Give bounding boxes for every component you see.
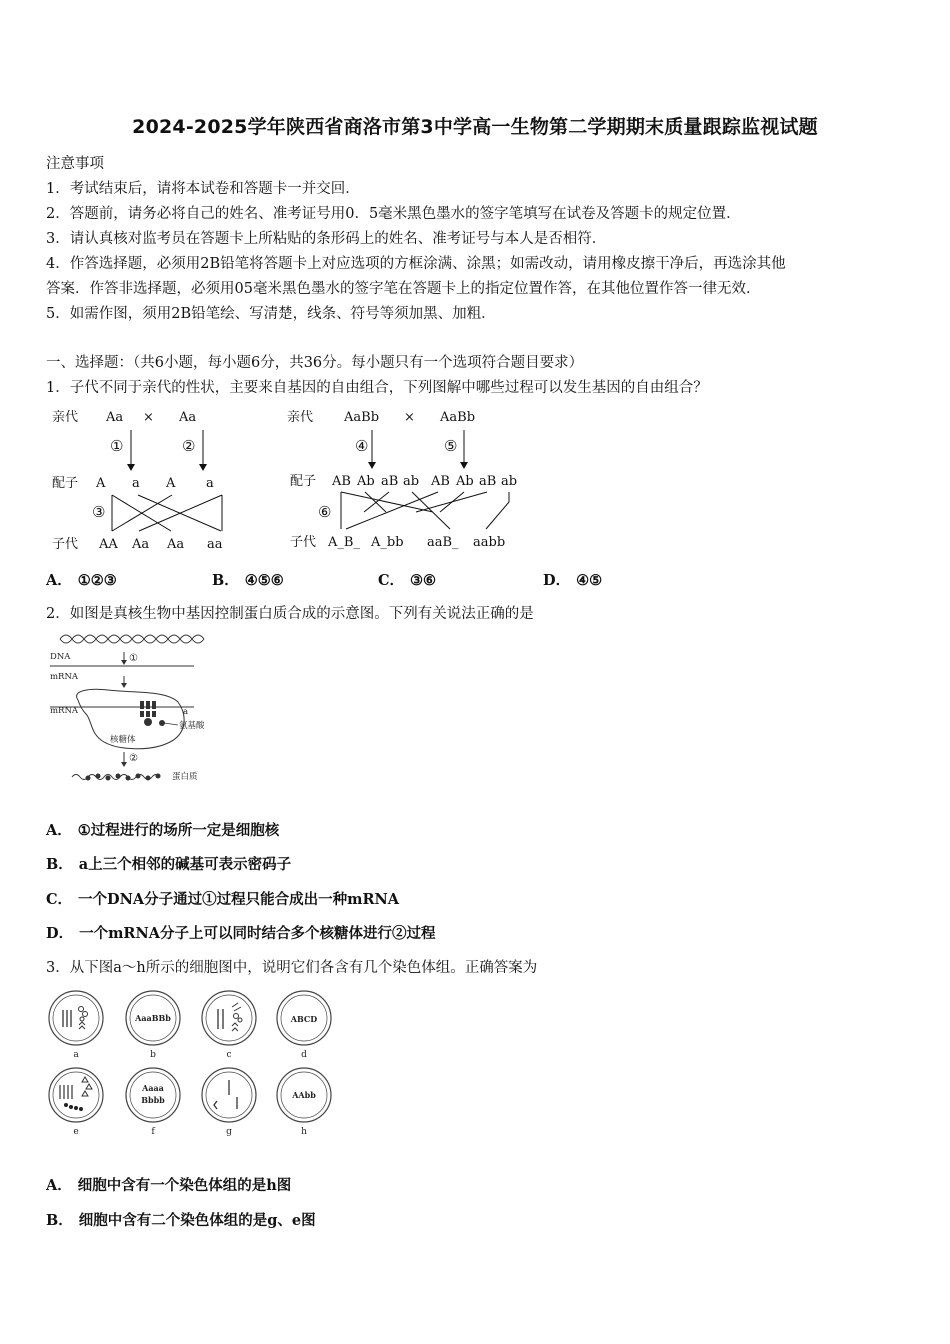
cell-label: g xyxy=(226,1127,232,1137)
gamete-label: 配子 xyxy=(290,474,317,489)
left-gamete: A xyxy=(96,476,106,491)
left-parent-2: Aa xyxy=(179,410,197,425)
question-2-stem: 2．如图是真核生物中基因控制蛋白质合成的示意图。下列有关说法正确的是 xyxy=(46,606,534,622)
right-offspring: A_B_ xyxy=(328,535,360,550)
right-gamete: AB xyxy=(332,474,351,489)
q1-option-c[interactable]: C． ③⑥ xyxy=(378,572,437,589)
left-gamete: A xyxy=(166,476,176,491)
label-dna: DNA xyxy=(50,652,71,662)
q1-option-a[interactable]: A． ①②③ xyxy=(46,572,117,589)
cell-label: f xyxy=(151,1127,155,1137)
right-gamete: ab xyxy=(403,474,420,489)
left-gamete: a xyxy=(132,476,140,491)
q3-option-b[interactable]: B． 细胞中含有二个染色体组的是g、e图 xyxy=(46,1212,316,1229)
cell-label: c xyxy=(226,1050,232,1060)
note-item: 5．如需作图，须用2B铅笔绘、写清楚，线条、符号等须加黑、加粗． xyxy=(46,306,496,322)
q2-option-d[interactable]: D． 一个mRNA分子上可以同时结合多个核糖体进行②过程 xyxy=(46,925,436,942)
label-protein: 蛋白质 xyxy=(172,772,198,782)
right-parent-2: AaBb xyxy=(440,410,476,425)
notes-heading: 注意事项 xyxy=(46,156,104,172)
cell-label: b xyxy=(150,1050,156,1060)
right-gamete: aB xyxy=(381,474,399,489)
q2-option-c[interactable]: C． 一个DNA分子通过①过程只能合成出一种mRNA xyxy=(46,891,400,908)
q2-option-a[interactable]: A． ①过程进行的场所一定是细胞核 xyxy=(46,822,280,839)
right-gamete: aB xyxy=(479,474,497,489)
label-mrna-2: mRNA xyxy=(50,706,79,716)
right-gamete: ab xyxy=(501,474,518,489)
label-amino-acid: 氨基酸 xyxy=(179,721,205,731)
offspring-label: 子代 xyxy=(52,537,79,552)
process-3: ③ xyxy=(92,503,106,521)
question-1-stem: 1．子代不同于亲代的性状，主要来自基因的自由组合，下列图解中哪些过程可以发生基因的自由组合？ xyxy=(46,380,708,396)
label-step-1: ① xyxy=(129,653,138,664)
left-offspring: Aa xyxy=(167,537,185,552)
page-title: 2024-2025学年陕西省商洛市第3中学高一生物第二学期期末质量跟踪监视试题 xyxy=(132,116,818,138)
cross-symbol: × xyxy=(143,410,154,425)
parent-label: 亲代 xyxy=(287,410,314,425)
q2-protein-synthesis-diagram xyxy=(46,630,216,790)
left-offspring: AA xyxy=(99,537,118,552)
right-offspring: aabb xyxy=(473,535,506,550)
q2-option-b[interactable]: B． a上三个相邻的碱基可表示密码子 xyxy=(46,856,292,873)
note-item: 3．请认真核对监考员在答题卡上所粘贴的条形码上的姓名、准考证号与本人是否相符． xyxy=(46,231,607,247)
cell-label: d xyxy=(301,1050,307,1060)
cell-h-genotype: AAbb xyxy=(292,1090,316,1100)
gamete-label: 配子 xyxy=(52,476,79,491)
note-item: 1．考试结束后，请将本试卷和答题卡一并交回． xyxy=(46,181,360,197)
q3-option-a[interactable]: A． 细胞中含有一个染色体组的是h图 xyxy=(46,1177,292,1194)
label-ribosome: 核糖体 xyxy=(110,735,136,745)
section-heading: 一、选择题：（共6小题，每小题6分，共36分。每小题只有一个选项符合题目要求） xyxy=(46,355,584,371)
cell-label: a xyxy=(73,1050,79,1060)
cross-symbol: × xyxy=(404,410,415,425)
left-gamete: a xyxy=(206,476,214,491)
process-5: ⑤ xyxy=(444,437,458,455)
process-4: ④ xyxy=(355,437,369,455)
right-offspring: A_bb xyxy=(371,535,404,550)
process-2: ② xyxy=(182,437,196,455)
cell-f-genotype-1: Aaaa xyxy=(142,1083,164,1093)
offspring-label: 子代 xyxy=(290,535,317,550)
note-item: 答案．作答非选择题，必须用05毫米黑色墨水的签字笔在答题卡上的指定位置作答，在其他位置作答一律无效． xyxy=(46,281,761,297)
right-gamete: Ab xyxy=(456,474,474,489)
cell-b-genotype: AaaBBb xyxy=(135,1013,171,1023)
right-gamete: Ab xyxy=(357,474,375,489)
label-step-2: ② xyxy=(129,753,138,764)
cell-label: e xyxy=(73,1127,79,1137)
left-parent-1: Aa xyxy=(106,410,124,425)
right-gamete: AB xyxy=(431,474,450,489)
label-mrna-1: mRNA xyxy=(50,672,79,682)
q1-genetics-diagram xyxy=(46,400,546,560)
label-a: a xyxy=(183,707,189,717)
cell-d-genotype: ABCD xyxy=(290,1014,318,1024)
q3-cell-diagrams xyxy=(46,985,346,1145)
left-offspring: Aa xyxy=(132,537,150,552)
note-item: 4．作答选择题，必须用2B铅笔将答题卡上对应选项的方框涂满、涂黑；如需改动，请用橡皮擦干净后，再选涂其他 xyxy=(46,256,786,272)
right-parent-1: AaBb xyxy=(344,410,380,425)
q1-option-d[interactable]: D． ④⑤ xyxy=(543,572,603,589)
parent-label: 亲代 xyxy=(52,410,79,425)
cell-label: h xyxy=(301,1127,307,1137)
process-6: ⑥ xyxy=(318,503,332,521)
process-1: ① xyxy=(110,437,124,455)
right-offspring: aaB_ xyxy=(427,535,459,550)
left-offspring: aa xyxy=(207,537,223,552)
q1-option-b[interactable]: B． ④⑤⑥ xyxy=(212,572,284,589)
cell-f-genotype-2: Bbbb xyxy=(141,1095,165,1105)
note-item: 2．答题前，请务必将自己的姓名、准考证号用0．5毫米黑色墨水的签字笔填写在试卷及答题卡的规定位置． xyxy=(46,206,741,222)
question-3-stem: 3．从下图a～h所示的细胞图中，说明它们各含有几个染色体组。正确答案为 xyxy=(46,960,538,976)
